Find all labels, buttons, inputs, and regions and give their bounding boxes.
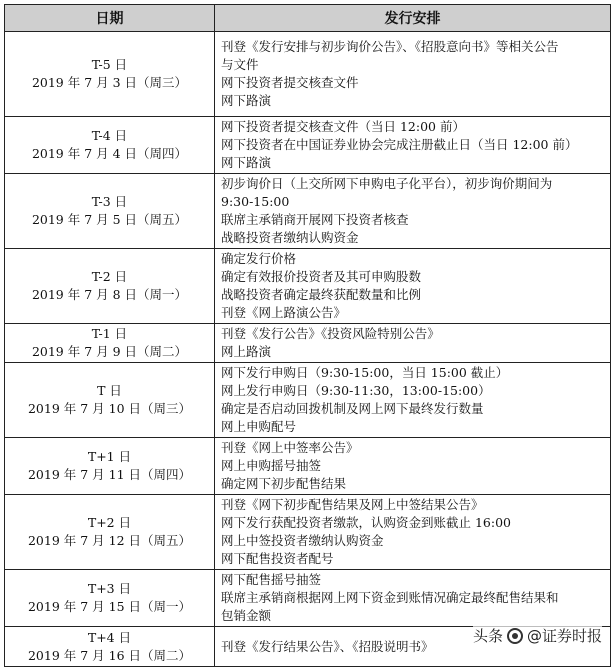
table-row [5,117,611,174]
schedule-cell [215,324,611,363]
day-label: T-2 日 [91,269,128,284]
date-label: 2019 年 7 月 5 日（周五） [31,212,188,227]
day-label: T+3 日 [87,581,132,596]
date-cell [5,324,215,363]
table-row [5,32,611,117]
date-label: 2019 年 7 月 12 日（周五） [27,533,192,548]
schedule-cell [215,32,611,117]
schedule-item: 初步询价日（上交所网下申购电子化平台），初步询价期间为 [221,176,553,191]
schedule-cell [215,174,611,249]
day-label: T+2 日 [87,515,132,530]
date-label: 2019 年 7 月 8 日（周一） [31,287,188,302]
date-label: 2019 年 7 月 9 日（周二） [31,344,188,359]
day-label: T 日 [97,383,122,398]
day-label: T-4 日 [91,128,128,143]
watermark-prefix: 头条 [472,627,503,645]
date-label: 2019 年 7 月 3 日（周三） [31,75,188,90]
date-cell [5,495,215,570]
date-label: 2019 年 7 月 15 日（周一） [27,599,192,614]
schedule-cell [215,570,611,627]
schedule-item: 包销金额 [221,608,272,623]
schedule-item: 战略投资者缴纳认购资金 [221,230,359,245]
schedule-item: 网下投资者提交核查文件 [221,75,359,90]
schedule-item: 确定发行价格 [221,251,297,266]
schedule-item: 确定是否启动回拨机制及网上网下最终发行数量 [221,401,484,416]
table-row [5,438,611,495]
day-label: T+1 日 [87,449,132,464]
date-cell [5,117,215,174]
schedule-item: 网上申购摇号抽签 [221,458,322,473]
date-cell [5,174,215,249]
date-cell [5,627,215,667]
table-header-row [5,5,611,32]
schedule-item: 网下投资者提交核查文件（当日 12:00 前） [221,119,465,134]
schedule-cell [215,117,611,174]
schedule-item: 网上路演 [221,344,272,359]
date-cell [5,363,215,438]
day-label: T+4 日 [87,629,132,645]
schedule-cell [215,495,611,570]
schedule-item: 刊登《网下初步配售结果及网上中签结果公告》 [221,497,484,512]
schedule-cell [215,249,611,324]
table-row [5,174,611,249]
schedule-item: 战略投资者确定最终获配数量和比例 [221,287,422,302]
date-cell [5,249,215,324]
watermark-handle: @证券时报 [526,627,602,645]
watermark [473,625,602,646]
schedule-item: 刊登《发行公告》《投资风险特别公告》 [221,326,440,341]
date-cell [5,438,215,495]
schedule-item: 联席主承销商开展网下投资者核查 [221,212,409,227]
schedule-item: 网下发行申购日（9:30-15:00，当日 15:00 截止） [221,365,509,380]
schedule-item: 网下投资者在中国证券业协会完成注册截止日（当日 12:00 前） [221,137,578,152]
account-icon [507,628,523,644]
date-label: 2019 年 7 月 11 日（周四） [27,467,192,482]
schedule-cell [215,438,611,495]
schedule-item: 网上发行申购日（9:30-11:30，13:00-15:00） [221,383,491,398]
date-cell [5,570,215,627]
schedule-item: 9:30-15:00 [221,194,290,209]
date-label: 2019 年 7 月 10 日（周三） [27,401,192,416]
schedule-item: 刊登《发行安排与初步询价公告》、《招股意向书》等相关公告 [221,39,559,54]
schedule-item: 确定网下初步配售结果 [221,476,347,491]
schedule-item: 刊登《网上路演公告》 [221,305,347,320]
day-label: T-3 日 [91,194,128,209]
schedule-item: 刊登《网上中签率公告》 [221,440,359,455]
date-column-header: 日期 [5,5,215,32]
schedule-cell [215,363,611,438]
table-row [5,324,611,363]
schedule-item: 刊登《发行结果公告》、《招股说明书》 [221,638,434,654]
date-cell [5,32,215,117]
table-row [5,570,611,627]
schedule-item: 网上申购配号 [221,419,297,434]
schedule-item: 网下配售投资者配号 [221,551,334,566]
table-row [5,495,611,570]
schedule-table [4,4,611,667]
schedule-item: 与文件 [221,57,259,72]
day-label: T-1 日 [91,326,128,341]
schedule-item: 网下发行获配投资者缴款，认购资金到账截止 16:00 [221,515,511,530]
table-row [5,363,611,438]
schedule-item: 网下路演 [221,155,272,170]
schedule-item: 确定有效报价投资者及其可申购股数 [221,269,422,284]
date-label: 2019 年 7 月 4 日（周四） [31,146,188,161]
schedule-item: 网下路演 [221,93,272,108]
schedule-column-header: 发行安排 [215,5,611,32]
table-row [5,249,611,324]
day-label: T-5 日 [91,57,128,72]
date-label: 2019 年 7 月 16 日（周二） [27,647,192,663]
schedule-item: 联席主承销商根据网上网下资金到账情况确定最终配售结果和 [221,590,559,605]
schedule-item: 网下配售摇号抽签 [221,572,322,587]
schedule-item: 网上中签投资者缴纳认购资金 [221,533,384,548]
